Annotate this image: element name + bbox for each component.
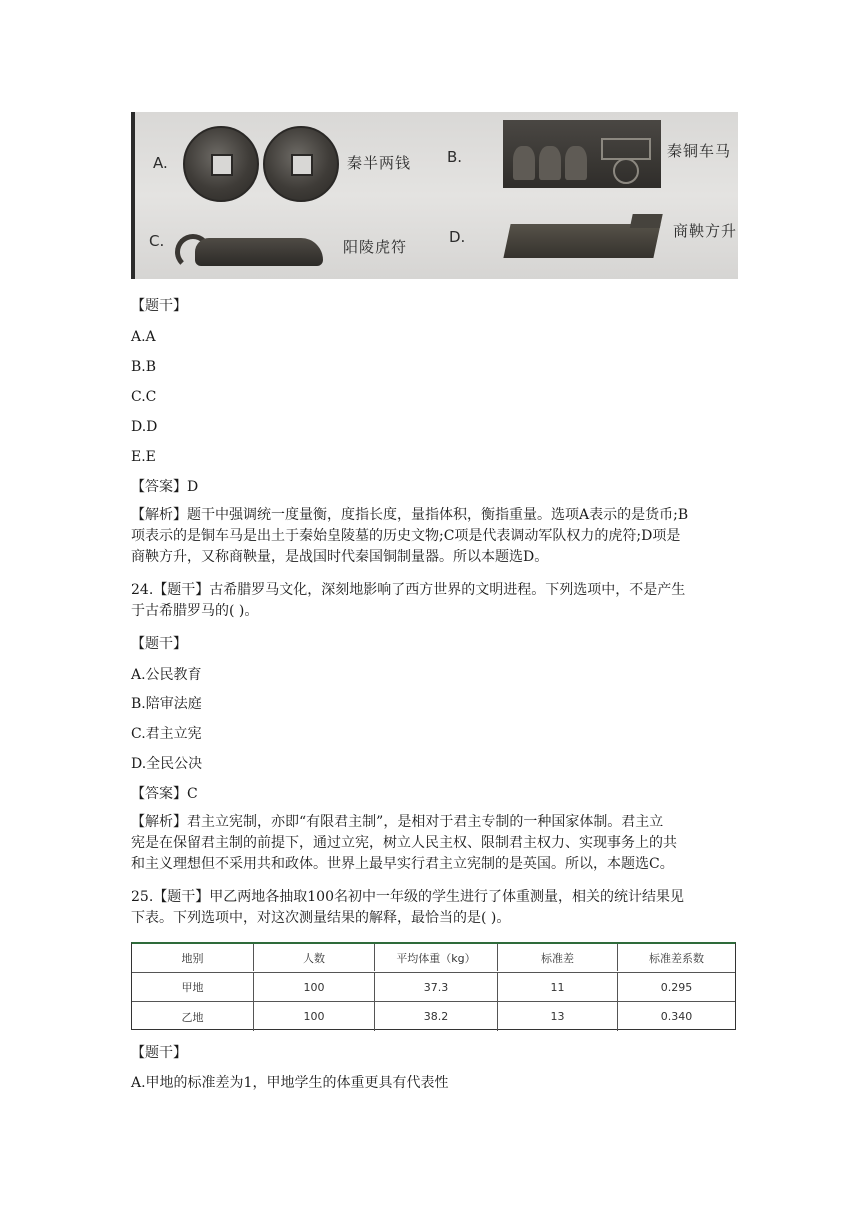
q24-question bbox=[131, 580, 738, 622]
q23-choice-d: D.D bbox=[131, 419, 158, 435]
coin-icon bbox=[263, 126, 339, 202]
table-row bbox=[132, 1001, 735, 1031]
option-c-letter: C. bbox=[149, 232, 165, 250]
question-line: 24.【题干】古希腊罗马文化，深刻地影响了西方世界的文明进程。下列选项中，不是产生 bbox=[131, 582, 686, 598]
table-cell: 38.2 bbox=[374, 1002, 497, 1031]
analysis-line: 项表示的是铜车马是出土于秦始皇陵墓的历史文物;C项是代表调动军队权力的虎符;D项是 bbox=[131, 528, 681, 544]
q24-stem-label: 【题干】 bbox=[131, 636, 187, 652]
photo-edge bbox=[131, 112, 135, 279]
question-line: 下表。下列选项中，对这次测量结果的解释，最恰当的是( )。 bbox=[131, 910, 511, 926]
q23-stem-label: 【题干】 bbox=[131, 298, 187, 314]
option-d-letter: D. bbox=[449, 228, 466, 246]
analysis-line: 【解析】君主立宪制，亦即“有限君主制”，是相对于君主专制的一种国家体制。君主立 bbox=[131, 814, 664, 830]
table-cell: 甲地 bbox=[181, 981, 204, 994]
analysis-line: 商鞅方升，又称商鞅量，是战国时代秦国铜制量器。所以本题选D。 bbox=[131, 549, 549, 565]
q23-analysis bbox=[131, 505, 738, 568]
option-a-caption: 秦半两钱 bbox=[347, 154, 412, 172]
q24-choice-a: A.公民教育 bbox=[131, 667, 202, 683]
table-cell: 100 bbox=[253, 973, 374, 1001]
table-cell: 0.340 bbox=[617, 1002, 735, 1031]
measuring-vessel-icon bbox=[503, 224, 660, 258]
artifact-photo bbox=[131, 112, 738, 279]
table-row bbox=[132, 972, 735, 1001]
q25-question bbox=[131, 887, 738, 929]
table-cell: 11 bbox=[497, 973, 617, 1001]
table-header-row bbox=[132, 944, 735, 971]
q23-answer: 【答案】D bbox=[131, 479, 199, 495]
bronze-chariot-icon bbox=[503, 120, 661, 188]
q24-choice-d: D.全民公决 bbox=[131, 756, 203, 772]
analysis-line: 【解析】题干中强调统一度量衡，度指长度，量指体积，衡指重量。选项A表示的是货币;B bbox=[131, 507, 689, 523]
table-cell: 乙地 bbox=[181, 1010, 204, 1024]
table-header-cell: 地别 bbox=[181, 951, 204, 965]
table-cell: 0.295 bbox=[617, 973, 735, 1001]
tiger-tally-icon bbox=[175, 230, 325, 268]
question-line: 25.【题干】甲乙两地各抽取100名初中一年级的学生进行了体重测量，相关的统计结果见 bbox=[131, 889, 684, 905]
q24-analysis bbox=[131, 812, 738, 875]
q24-choice-c: C.君主立宪 bbox=[131, 726, 202, 742]
q23-choice-b: B.B bbox=[131, 359, 157, 375]
q23-choice-c: C.C bbox=[131, 389, 157, 405]
option-c-caption: 阳陵虎符 bbox=[343, 238, 408, 256]
q25-choice-a: A.甲地的标准差为1，甲地学生的体重更具有代表性 bbox=[131, 1075, 449, 1091]
table-header-cell: 标准差 bbox=[497, 944, 617, 971]
table-header-cell: 人数 bbox=[253, 944, 374, 971]
analysis-line: 和主义理想但不采用共和政体。世界上最早实行君主立宪制的是英国。所以，本题选C。 bbox=[131, 856, 674, 872]
table-cell: 100 bbox=[253, 1002, 374, 1031]
option-d-caption: 商鞅方升 bbox=[673, 222, 738, 240]
option-a-letter: A. bbox=[153, 154, 168, 172]
option-b-letter: B. bbox=[447, 148, 463, 166]
weight-stats-table bbox=[131, 942, 736, 1030]
q24-choice-b: B.陪审法庭 bbox=[131, 696, 202, 712]
coin-icon bbox=[183, 126, 259, 202]
table-header-cell: 平均体重（kg） bbox=[374, 944, 497, 971]
option-b-caption: 秦铜车马 bbox=[667, 142, 732, 160]
q25-stem-label: 【题干】 bbox=[131, 1045, 187, 1061]
table-cell: 13 bbox=[497, 1002, 617, 1031]
question-line: 于古希腊罗马的( )。 bbox=[131, 603, 259, 619]
q24-answer: 【答案】C bbox=[131, 786, 198, 802]
table-cell: 37.3 bbox=[374, 973, 497, 1001]
q23-choice-a: A.A bbox=[131, 329, 156, 345]
analysis-line: 宪是在保留君主制的前提下，通过立宪，树立人民主权、限制君主权力、实现事务上的共 bbox=[131, 835, 677, 851]
q23-choice-e: E.E bbox=[131, 449, 156, 465]
table-header-cell: 标准差系数 bbox=[617, 944, 735, 971]
